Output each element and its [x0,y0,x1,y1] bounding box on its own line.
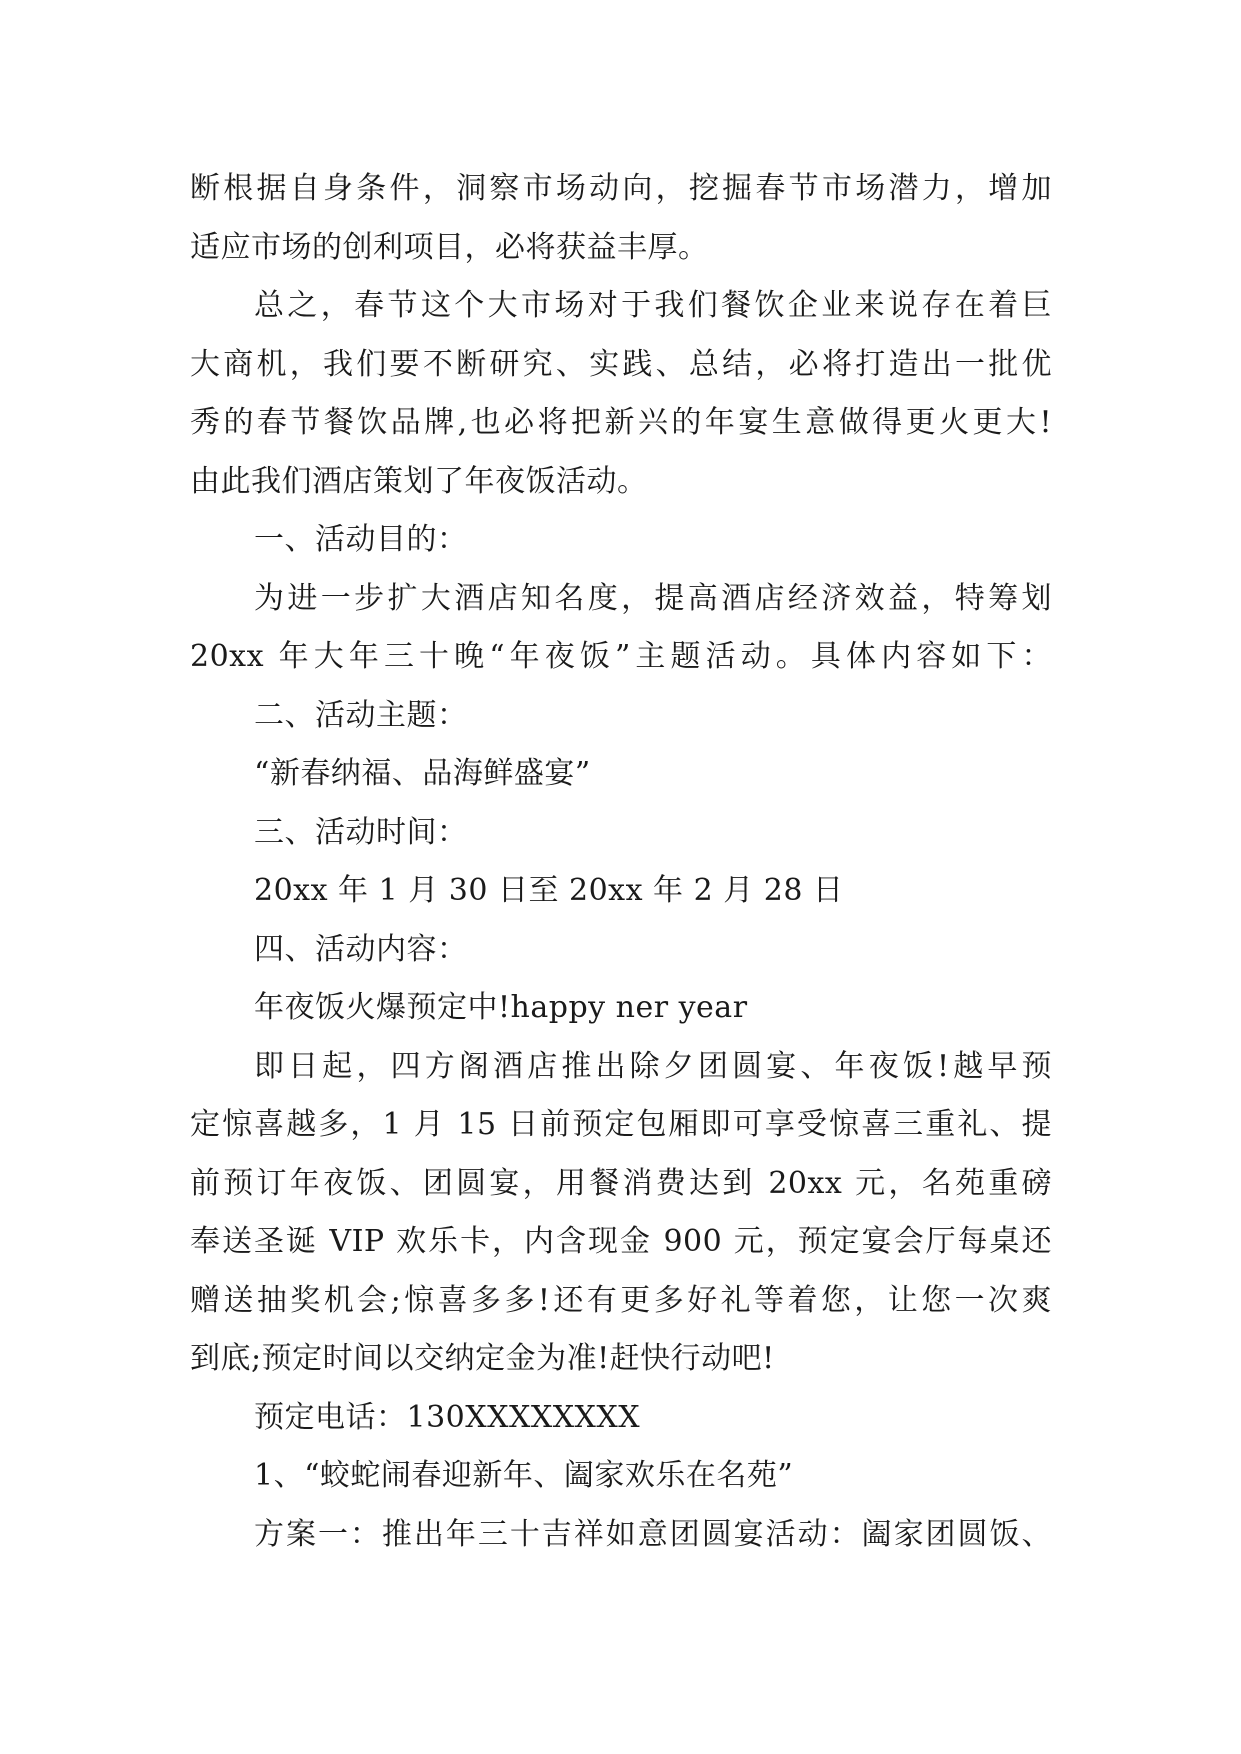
paragraph-line: 方案一：推出年三十吉祥如意团圆宴活动：阖家团圆饭、 [254,1516,1052,1552]
section-heading: 四、活动内容： [254,931,468,967]
paragraph-line: 为进一步扩大酒店知名度，提高酒店经济效益，特筹划 [254,580,1052,616]
paragraph-line: 适应市场的创利项目，必将获益丰厚。 [190,229,709,265]
paragraph-line: 定惊喜越多，1 月 15 日前预定包厢即可享受惊喜三重礼、提 [190,1107,1052,1142]
document-body [190,160,1052,1564]
paragraph-line: 总之，春节这个大市场对于我们餐饮企业来说存在着巨 [254,288,1052,323]
paragraph-line: “新春纳福、品海鲜盛宴” [254,756,591,791]
section-heading: 二、活动主题： [254,697,468,733]
paragraph-line: 前预订年夜饭、团圆宴，用餐消费达到 20xx 元，名苑重磅 [190,1165,1052,1201]
paragraph-line: 即日起，四方阁酒店推出除夕团圆宴、年夜饭!越早预 [254,1048,1052,1084]
paragraph-line: 20xx 年大年三十晚“年夜饭”主题活动。具体内容如下： [190,639,1052,674]
paragraph-line: 赠送抽奖机会;惊喜多多!还有更多好礼等着您，让您一次爽 [190,1282,1052,1318]
section-heading: 一、活动目的： [254,522,468,557]
paragraph-line: 年夜饭火爆预定中!happy ner year [254,990,748,1025]
paragraph-line: 1、“蛟蛇闹春迎新年、阖家欢乐在名苑” [254,1458,794,1493]
paragraph-line: 断根据自身条件，洞察市场动向，挖掘春节市场潜力，增加 [190,171,1052,206]
section-heading: 三、活动时间： [254,814,468,850]
paragraph-line: 20xx 年 1 月 30 日至 20xx 年 2 月 28 日 [254,873,844,908]
paragraph-line: 奉送圣诞 VIP 欢乐卡，内含现金 900 元，预定宴会厅每桌还 [190,1224,1052,1259]
phone-line: 预定电话：130XXXXXXXX [254,1399,641,1435]
paragraph-line: 秀的春节餐饮品牌,也必将把新兴的年宴生意做得更火更大! [190,405,1052,440]
paragraph-line: 大商机，我们要不断研究、实践、总结，必将打造出一批优 [190,346,1052,382]
paragraph-line: 由此我们酒店策划了年夜饭活动。 [190,463,648,499]
paragraph-line: 到底;预定时间以交纳定金为准!赶快行动吧! [190,1341,775,1376]
